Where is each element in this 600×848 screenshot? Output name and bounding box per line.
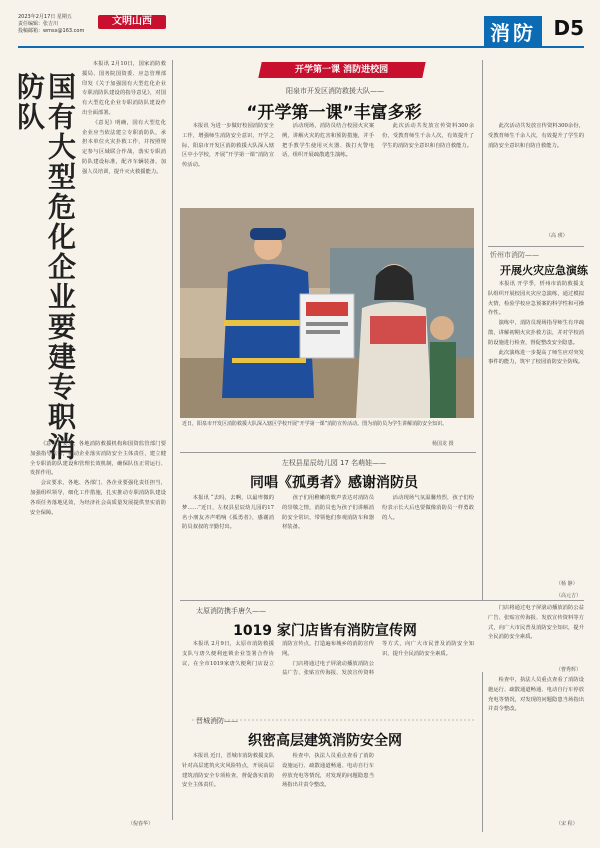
- school-paragraph: 此次活动共发放宣传资料300余份，受教育师生千余人次，有效提升了学生的消防安全意识和自防自救能力。: [382, 123, 474, 149]
- masthead-dates: [18, 14, 84, 35]
- school-credit: （高 瑛）: [546, 233, 568, 239]
- section-divider: [180, 600, 584, 601]
- ornament-divider: [192, 708, 474, 714]
- stores-kicker: 太原消防携手唐久——: [196, 607, 266, 615]
- page-number: D5: [553, 16, 584, 40]
- kindergarten-paragraph: 孩子们用稚嫩的歌声表达对消防员的崇敬之情，消防员也为孩子们讲解消防安全常识，带领他们参观消防车和器材装备。: [282, 495, 374, 531]
- lead-story-intro: [82, 60, 166, 360]
- lead-paragraph: 《意见》要求，各地消防救援机构和国资监管部门要加强指导监督，推动企业落实消防安全主体责任，建立健全专职消防队建设和管理长效机制，确保队伍正常运行、发挥作用。: [30, 441, 166, 477]
- lead-headline: 国有大型危化企业要建专职消防队: [13, 72, 77, 462]
- safety-credit: （宋 程）: [556, 821, 578, 827]
- section-divider: [180, 452, 476, 453]
- photo-illustration: [180, 208, 474, 418]
- school-paragraph: 本报讯 为进一步做好校园消防安全工作，增强师生消防安全意识，开学之际，阳泉市开发区消防救援大队深入辖区中小学校，开展“开学第一课”消防宣传活动。: [182, 123, 274, 169]
- lead-paragraph: 《意见》明确，国有大型危化企业应当依法建立专职消防队，承担本单位火灾扑救工作，并按照规定参与区域联合作战，落实专职消防队建设标准，配齐车辆装备，加强人员培训，提升灭火救援能力。: [82, 119, 166, 175]
- brand-logo: 文明山西: [98, 15, 166, 29]
- masthead-date: 2023年2月17日 星期五: [18, 14, 72, 20]
- school-paragraph: 此次活动共发放宣传资料300余份，受教育师生千余人次，有效提升了学生的消防安全意识和自防自救能力。: [488, 123, 584, 149]
- safety-body-continued: [488, 676, 584, 816]
- safety-paragraph: 检查中，执法人员重点查看了消防设施运行、疏散通道畅通、电动自行车停放充电等情况，对发现的问题隐患当场指出并责令整改。: [488, 677, 584, 713]
- drill-paragraph: 此次演练进一步提高了师生应对突发事件的能力，筑牢了校园消防安全防线。: [488, 349, 584, 366]
- photo-credit: 杨国龙 摄: [432, 441, 454, 447]
- lead-paragraph: 本报讯 2月10日，国家消防救援局、国务院国资委、应急管理部印发《关于加强国有大型危化企业专职消防队建设的指导意见》，对国有大型危化企业专职消防队建设作出全面部署。: [82, 61, 166, 116]
- kindergarten-paragraph: 活动现场气氛温馨热烈，孩子们纷纷表示长大后也要做像消防员一样勇敢的人。: [382, 495, 474, 521]
- stores-title: 1019 家门店皆有消防宣传网: [233, 623, 417, 639]
- banner-label: 开学第一课 消防进校园: [295, 65, 389, 75]
- school-paragraph: 活动现场，消防员结合校园火灾案例，讲解火灾的危害和预防措施，并手把手教学生使用灭火器、拨打火警电话，组织开展疏散逃生演练。: [282, 123, 374, 159]
- safety-body: [182, 752, 474, 828]
- safety-paragraph: 本报讯 近日，晋城市消防救援支队针对高层建筑火灾风险特点，开展高层建筑消防安全专项检查，督促落实消防安全主体责任。: [182, 753, 274, 789]
- kindergarten-kicker: 左权县星辰幼儿园 17 名萌娃——: [281, 459, 387, 467]
- masthead: [18, 14, 584, 50]
- section-divider: [488, 246, 584, 247]
- photo-caption: 近日，阳泉市开发区消防救援大队深入辖区学校开展“开学第一课”消防宣传活动。图为消防员为学生讲解消防安全知识。: [182, 421, 448, 427]
- kindergarten-title: 同唱《孤勇者》感谢消防员: [250, 475, 418, 491]
- stores-body-continued: [488, 604, 584, 664]
- drill-body: [488, 280, 584, 590]
- drill-paragraph: 演练中，消防员现场指导师生有序疏散，讲解初期火灾扑救方法，并对学校消防设施进行检查，督促整改安全隐患。: [488, 320, 584, 346]
- column-divider: [482, 60, 483, 600]
- stores-paragraph: 本报讯 2月9日，太原市消防救援支队与唐久便利连锁企业签署合作协议，在全市1019家唐久便利门店设立消防宣传点，打造遍布城乡的消防宣传网。: [182, 641, 374, 667]
- drill-kicker: 忻州市消防——: [490, 251, 539, 259]
- stores-paragraph: 门店将通过电子屏滚动播放消防公益广告、张贴宣传海报、发放宣传资料等方式，向广大市民普及消防安全知识，提升全民消防安全素质。: [282, 641, 474, 677]
- safety-title: 织密高层建筑消防安全网: [248, 733, 402, 749]
- kindergarten-body: [182, 494, 474, 586]
- stores-body: [182, 640, 474, 704]
- column-divider: [482, 672, 483, 832]
- school-title: “开学第一课”丰富多彩: [246, 103, 422, 123]
- school-kicker: 阳泉市开发区消防救援大队——: [286, 87, 384, 95]
- safety-paragraph: 检查中，执法人员重点查看了消防设施运行、疏散通道畅通、电动自行车停放充电等情况，对发现的问题隐患当场指出并责令整改。: [282, 753, 374, 789]
- section-banner: [258, 62, 425, 78]
- drill-paragraph: 本报讯 开学季，忻州市消防救援支队组织开展校园火灾应急演练，通过模拟火情，检验学校应急预案的科学性和可操作性。: [488, 281, 584, 317]
- drill-title: 开展火灾应急演练: [500, 264, 588, 277]
- lead-byline: （倪春华）: [128, 821, 154, 827]
- drill-credit: （杨 静）: [556, 581, 578, 587]
- masthead-rule: [18, 46, 584, 48]
- stores-credit: （曹秀辉）: [556, 667, 582, 673]
- school-body-continued: [488, 122, 584, 242]
- kindergarten-paragraph: 本报讯 “去吗，去啊，以最卑微的梦……”近日，左权县星辰幼儿园的17名小朋友齐声唱响《孤勇者》，感谢消防员叔叔的辛勤付出。: [182, 495, 274, 531]
- masthead-email: 投稿邮箱：wmsx@163.com: [18, 28, 85, 34]
- masthead-editor: 责任编辑：张吉川: [18, 21, 59, 27]
- section-title: 消防: [484, 16, 542, 47]
- safety-kicker: 晋城消防——: [196, 717, 238, 725]
- lead-story-body: [30, 440, 166, 812]
- kindergarten-credit: （高元吉）: [556, 593, 582, 599]
- column-divider: [172, 60, 173, 820]
- school-photo: [180, 208, 474, 418]
- stores-paragraph: 门店将通过电子屏滚动播放消防公益广告、张贴宣传海报、发放宣传资料等方式，向广大市民普及消防安全知识，提升全民消防安全素质。: [488, 605, 584, 641]
- lead-paragraph: 会议要求，各地、各部门、各企业要强化责任担当，加强组织领导，细化工作措施，扎实推动专职消防队建设各项任务落地见效，为经济社会高质量发展提供坚实消防安全保障。: [30, 480, 166, 516]
- school-body: [182, 122, 474, 214]
